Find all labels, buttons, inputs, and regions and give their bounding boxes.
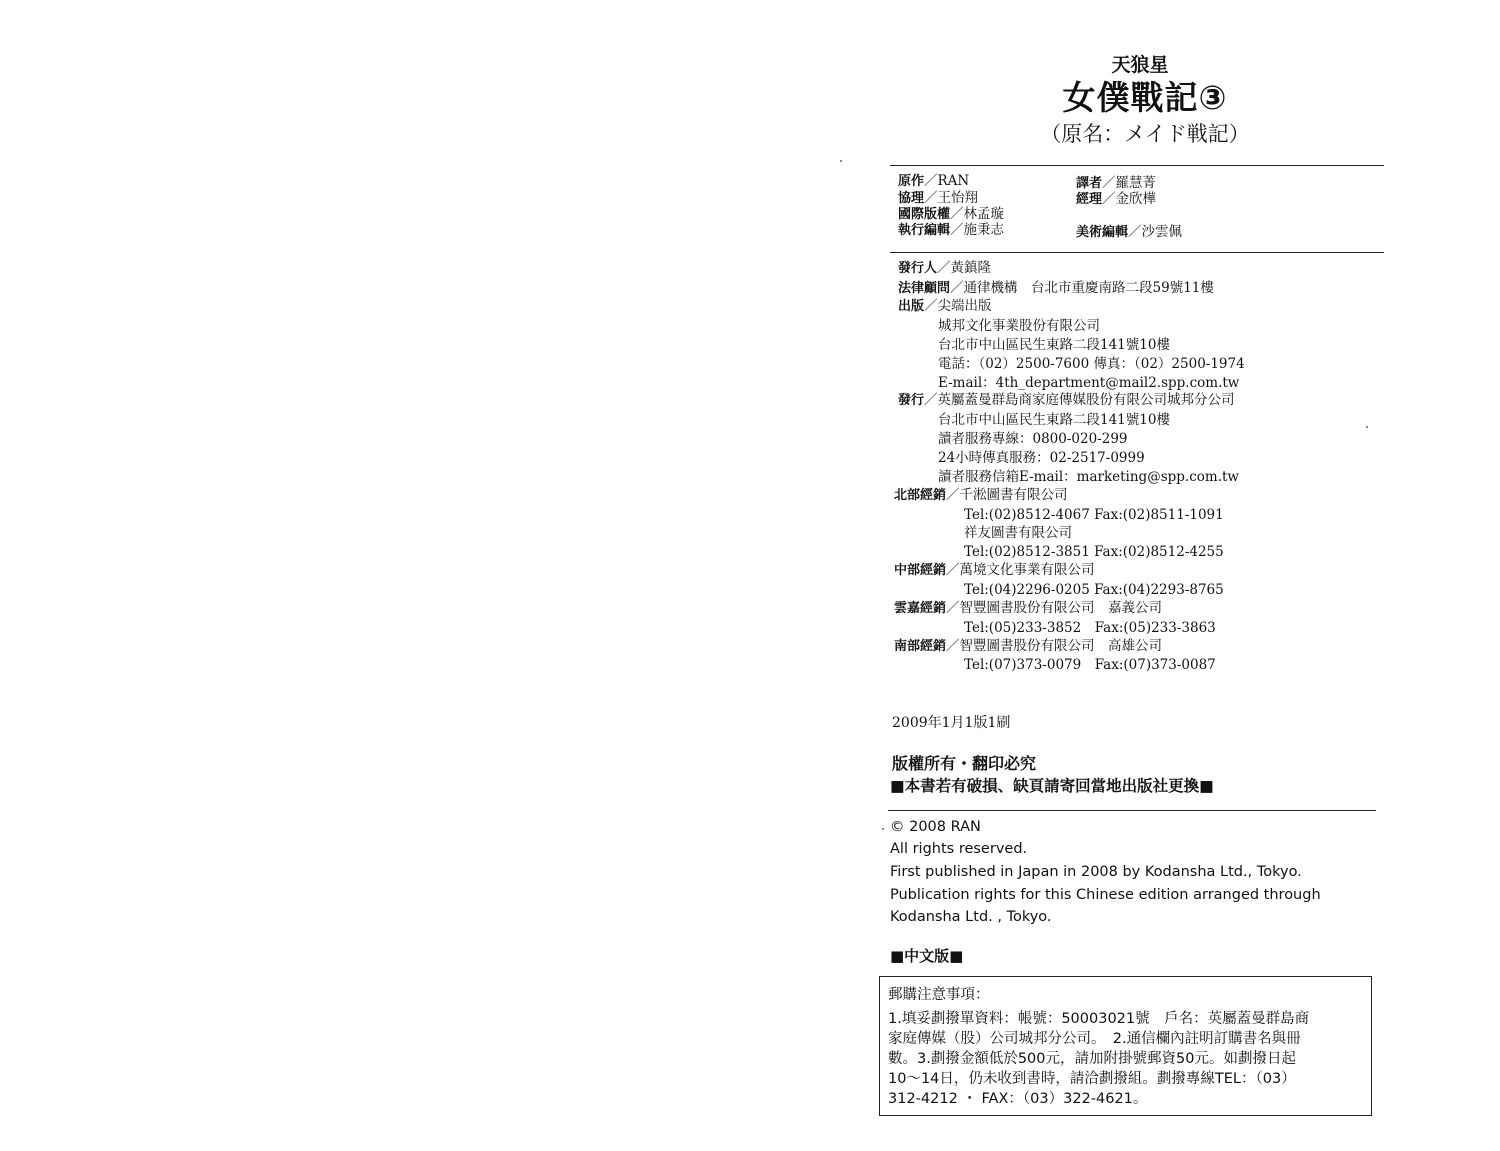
notice-line: 家庭傳媒（股）公司城邦分公司。 2.通信欄內註明訂購書名與冊 <box>888 1031 1301 1047</box>
service-email: 讀者服務信箱E-mail：marketing@spp.com.tw <box>938 469 1239 485</box>
rights-divider <box>888 810 1376 811</box>
info-label: 南部經銷 <box>894 639 947 654</box>
credit-value: ／RAN <box>924 173 970 189</box>
service-hotline: 讀者服務專線：0800-020-299 <box>938 431 1128 447</box>
yunjia-contact: Tel:(05)233-3852 Fax:(05)233-3863 <box>964 620 1216 636</box>
yunjia-distributor-row <box>894 599 1162 618</box>
distribution-address: 台北市中山區民生東路二段141號10樓 <box>938 412 1170 428</box>
credit-value: ／羅慧菁 <box>1102 175 1157 191</box>
book-title: 女僕戰記③ <box>1062 78 1228 117</box>
company-phone: 電話：（02）2500-7600 傳真：（02）2500-1974 <box>938 356 1245 372</box>
central-contact: Tel:(04)2296-0205 Fax:(04)2293-8765 <box>964 582 1224 598</box>
notice-heading: 郵購注意事項： <box>888 987 990 1003</box>
imprint-row <box>898 297 992 316</box>
central-distributor-row <box>894 561 1095 580</box>
north-contact-2: Tel:(02)8512-3851 Fax:(02)8512-4255 <box>964 544 1224 560</box>
credit-label: 國際版權 <box>898 207 951 222</box>
notice-line: 數。3.劃撥金額低於500元，請加附掛號郵資50元。如劃撥日起 <box>888 1051 1296 1067</box>
info-value: ／萬境文化事業有限公司 <box>946 562 1095 578</box>
notice-line: 1.填妥劃撥單資料：帳號：50003021號 戶名：英屬蓋曼群島商 <box>888 1011 1310 1027</box>
credit-value: ／王怡翔 <box>924 190 979 206</box>
info-value: ／千淞圖書有限公司 <box>946 487 1068 503</box>
credit-manager <box>1076 190 1156 209</box>
chinese-edition-label: ■中文版■ <box>890 947 964 965</box>
info-value: ／智豐圖書股份有限公司 嘉義公司 <box>946 600 1163 616</box>
legal-row <box>898 279 1214 298</box>
copyright-notice: 版權所有・翻印必究 <box>892 754 1037 773</box>
publisher-row <box>898 259 991 278</box>
info-value: ／尖端出版 <box>924 298 992 314</box>
copyright-line: © 2008 RAN <box>890 819 981 835</box>
north-distributor-row <box>894 486 1068 505</box>
rights-reserved-line: All rights reserved. <box>890 841 1028 857</box>
credit-exec-editor <box>898 221 1004 240</box>
credit-label: 執行編輯 <box>898 223 951 238</box>
info-label: 中部經銷 <box>894 563 947 578</box>
south-contact: Tel:(07)373-0079 Fax:(07)373-0087 <box>964 657 1216 673</box>
notice-line: 10～14日，仍未收到書時，請洽劃撥組。劃撥專線TEL：（03） <box>888 1071 1296 1087</box>
info-value: ／智豐圖書股份有限公司 高雄公司 <box>946 638 1163 654</box>
credit-label: 美術編輯 <box>1076 225 1129 240</box>
info-label: 出版 <box>898 299 925 314</box>
info-label: 雲嘉經銷 <box>894 601 947 616</box>
south-distributor-row <box>894 637 1162 656</box>
first-published-line: First published in Japan in 2008 by Kodansha Ltd., Tokyo. <box>890 864 1302 880</box>
credit-value: ／施秉志 <box>950 222 1005 238</box>
top-divider <box>890 165 1384 166</box>
credit-label: 協理 <box>898 191 925 206</box>
series-name: 天狼星 <box>1111 54 1169 76</box>
notice-line: 312-4212 ・ FAX：（03）322-4621。 <box>888 1091 1148 1107</box>
info-label: 發行人 <box>898 261 938 276</box>
north-company-2: 祥友圖書有限公司 <box>964 525 1072 541</box>
mail-order-notice <box>879 976 1372 1116</box>
credit-label: 經理 <box>1076 192 1103 207</box>
kodansha-line: Kodansha Ltd. , Tokyo. <box>890 909 1052 925</box>
damage-notice: ■本書若有破損、缺頁請寄回當地出版社更換■ <box>890 777 1214 795</box>
info-value: ／黃鎮隆 <box>937 260 992 276</box>
credit-art-editor <box>1076 223 1182 242</box>
original-title: （原名：メイド戦記） <box>1040 122 1250 146</box>
credit-label: 譯者 <box>1076 176 1103 191</box>
fax-service: 24小時傳真服務：02-2517-0999 <box>938 450 1145 466</box>
credit-value: ／沙雲佩 <box>1128 224 1183 240</box>
company-address: 台北市中山區民生東路二段141號10樓 <box>938 337 1170 353</box>
print-speck <box>840 160 842 162</box>
credit-value: ／金欣樺 <box>1102 191 1157 207</box>
info-value: ／通律機構 台北市重慶南路二段59號11樓 <box>950 280 1214 296</box>
publication-date: 2009年1月1版1刷 <box>892 715 1011 731</box>
info-value: ／英屬蓋曼群島商家庭傳媒股份有限公司城邦分公司 <box>924 392 1235 408</box>
publication-rights-line: Publication rights for this Chinese edition arranged through <box>890 887 1321 903</box>
credit-label: 原作 <box>898 174 925 189</box>
print-speck <box>882 828 884 830</box>
company-email: E-mail：4th_department@mail2.spp.com.tw <box>938 375 1240 391</box>
info-label: 法律顧問 <box>898 281 951 296</box>
company-name: 城邦文化事業股份有限公司 <box>938 318 1100 334</box>
info-label: 北部經銷 <box>894 488 947 503</box>
north-contact: Tel:(02)8512-4067 Fax:(02)8511-1091 <box>964 507 1224 523</box>
credits-divider <box>890 252 1384 253</box>
info-label: 發行 <box>898 393 925 408</box>
credit-value: ／林孟璇 <box>950 206 1005 222</box>
distribution-row <box>898 391 1235 410</box>
print-speck <box>1366 426 1368 428</box>
